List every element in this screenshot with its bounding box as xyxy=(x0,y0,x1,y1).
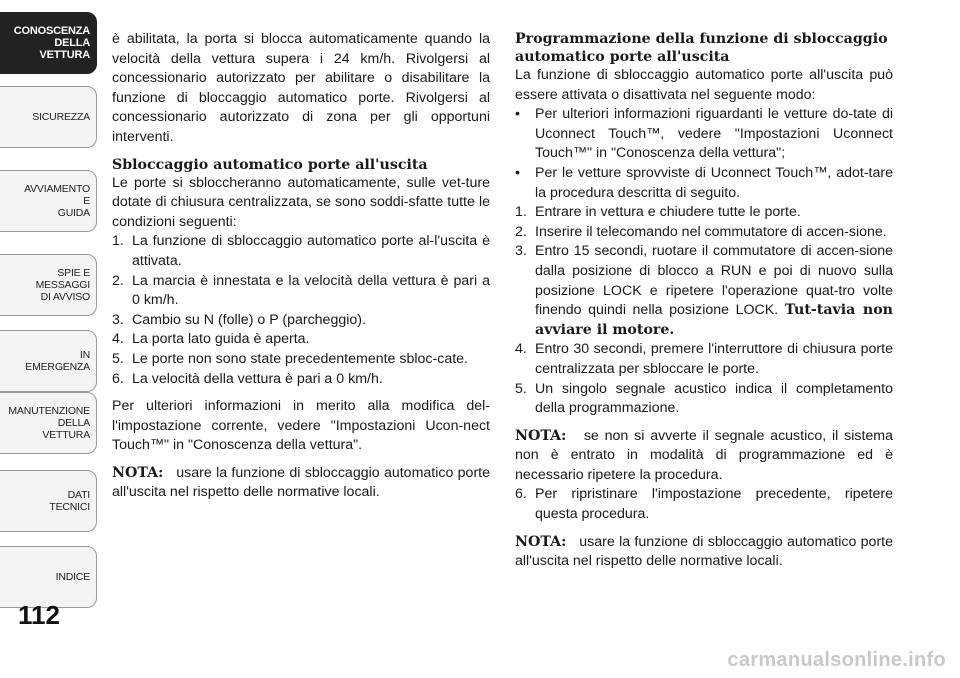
list-item xyxy=(112,272,490,311)
item-number: 4. xyxy=(112,331,124,348)
tab-avviamento-e-guida[interactable] xyxy=(0,170,97,232)
bullet-icon: • xyxy=(515,164,520,181)
item-text-wrap xyxy=(535,242,893,340)
list-item xyxy=(112,330,490,350)
tab-label: IN EMERGENZA xyxy=(25,349,90,373)
bullet-item xyxy=(515,164,893,203)
nota-label: NOTA: xyxy=(515,427,567,444)
list-item xyxy=(515,242,893,340)
tab-indice[interactable] xyxy=(0,546,97,608)
list-item xyxy=(515,340,893,379)
tab-manutenzione[interactable] xyxy=(0,392,97,454)
item-text: La marcia è innestata e la velocità della vettura è pari a 0 km/h. xyxy=(132,272,490,309)
item-text: Entro 15 secondi, ruotare il commutatore di accen-sione dalla posizione di blocco a RUN e poi di nuovo sulla posizione LOCK e ripetere l'operazione quat-tro volte finendo quindi nella posizione LOCK. xyxy=(535,243,893,319)
tab-label: CONOSCENZA DELLA VETTURA xyxy=(13,25,90,61)
tab-dati-tecnici[interactable] xyxy=(0,470,97,532)
item-warning: Tut-tavia non avviare il motore. xyxy=(535,302,893,338)
item-text: La porta lato guida è aperta. xyxy=(132,331,310,348)
item-text: Le porte non sono state precedentemente sbloc-cate. xyxy=(132,350,468,367)
body-paragraph: La funzione di sbloccaggio automatico porte all'uscita può essere attivata o disattivata nel seguente modo: xyxy=(515,67,893,103)
tab-label: MANUTENZIONE DELLA VETTURA xyxy=(8,405,90,441)
tab-label: SICUREZZA xyxy=(32,111,90,123)
nota-text: se non si avverte il segnale acustico, il sistema non è entrato in modalità di programmazione ed è necessario ripetere la procedura. xyxy=(515,427,893,483)
item-number: 4. xyxy=(515,341,527,358)
nota-text: usare la funzione di sbloccaggio automatico porte all'uscita nel rispetto delle normative locali. xyxy=(515,533,893,570)
item-number: 5. xyxy=(515,380,527,397)
bullet-icon: • xyxy=(515,106,520,123)
tab-sicurezza[interactable] xyxy=(0,86,97,148)
nota-paragraph xyxy=(515,533,893,572)
tab-in-emergenza[interactable] xyxy=(0,330,97,392)
nota-label: NOTA: xyxy=(515,533,567,550)
bullet-text: Per le vetture sprovviste di Uconnect Touch™, adot-tare la procedura descritta di seguito. xyxy=(535,164,893,201)
item-number: 5. xyxy=(112,350,124,367)
list-item xyxy=(112,350,490,370)
page-number: 112 xyxy=(18,600,60,630)
item-number: 3. xyxy=(515,243,527,260)
tab-spie-e-messaggi[interactable] xyxy=(0,254,97,316)
list-item xyxy=(515,485,893,524)
section-heading-sbloccaggio: Sbloccaggio automatico porte all'uscita xyxy=(112,156,428,173)
nota-paragraph xyxy=(112,464,490,503)
left-column xyxy=(112,30,490,503)
list-item xyxy=(112,311,490,331)
body-paragraph: Le porte si sbloccheranno automaticamente, sulle vet-ture dotate di chiusura centralizzata, se sono soddi-sfatte tutte le condizioni seguenti: xyxy=(112,174,490,230)
tab-conoscenza-della-vettura[interactable] xyxy=(0,12,97,74)
item-text: Inserire il telecomando nel commutatore di accen-sione. xyxy=(535,223,887,240)
item-number: 2. xyxy=(112,272,124,289)
bullet-text: Per ulteriori informazioni riguardanti le vetture do-tate di Uconnect Touch™, vedere "Impostazioni Uconnect Touch™" in "Conoscenza della vettura"; xyxy=(535,106,893,162)
nota-label: NOTA: xyxy=(112,464,164,481)
intro-paragraph: è abilitata, la porta si blocca automaticamente quando la velocità della vettura supera i 24 km/h. Rivolgersi al concessionario autorizzato per abilitare o disabilitare la funzione di bloccaggio automatico porte. Rivolgersi al concessionario autorizzato di zona per gli opportuni interventi. xyxy=(112,31,490,145)
list-item xyxy=(515,223,893,243)
tab-label: DATI TECNICI xyxy=(49,489,90,513)
item-text: La velocità della vettura è pari a 0 km/h. xyxy=(132,370,383,387)
item-number: 1. xyxy=(112,233,124,250)
item-text: Entro 30 secondi, premere l'interruttore di chiusura porte centralizzata per sbloccare le porte. xyxy=(535,341,893,377)
chapter-sidebar xyxy=(0,0,100,640)
nota-paragraph xyxy=(515,427,893,486)
item-number: 6. xyxy=(515,486,527,503)
more-info-paragraph: Per ulteriori informazioni in merito alla modifica del-l'impostazione corrente, vedere "Impostazioni Ucon-nect Touch™" in "Conoscenza della vettura". xyxy=(112,398,490,454)
list-item xyxy=(112,232,490,271)
item-number: 2. xyxy=(515,223,527,240)
item-text: Un singolo segnale acustico indica il completamento della programmazione. xyxy=(535,380,893,417)
list-item xyxy=(515,380,893,419)
tab-label: INDICE xyxy=(55,571,90,583)
nota-text: usare la funzione di sbloccaggio automatico porte all'uscita nel rispetto delle normative locali. xyxy=(112,464,490,501)
item-text: La funzione di sbloccaggio automatico porte al-l'uscita è attivata. xyxy=(132,233,490,269)
tab-label: SPIE E MESSAGGI DI AVVISO xyxy=(35,267,90,303)
list-item xyxy=(112,370,490,390)
item-number: 1. xyxy=(515,204,527,221)
bullet-item xyxy=(515,105,893,164)
section-heading-programmazione: Programmazione della funzione di sbloccaggio automatico porte all'uscita xyxy=(515,31,888,65)
watermark: carmanualsonline.info xyxy=(727,649,946,671)
item-number: 3. xyxy=(112,311,124,328)
tab-label: AVVIAMENTO E GUIDA xyxy=(24,183,90,219)
list-item xyxy=(515,203,893,223)
item-text: Per ripristinare l'impostazione precedente, ripetere questa procedura. xyxy=(535,486,893,523)
item-text: Cambio su N (folle) o P (parcheggio). xyxy=(132,311,366,328)
right-column xyxy=(515,30,893,572)
item-number: 6. xyxy=(112,370,124,387)
item-text: Entrare in vettura e chiudere tutte le porte. xyxy=(535,204,801,221)
